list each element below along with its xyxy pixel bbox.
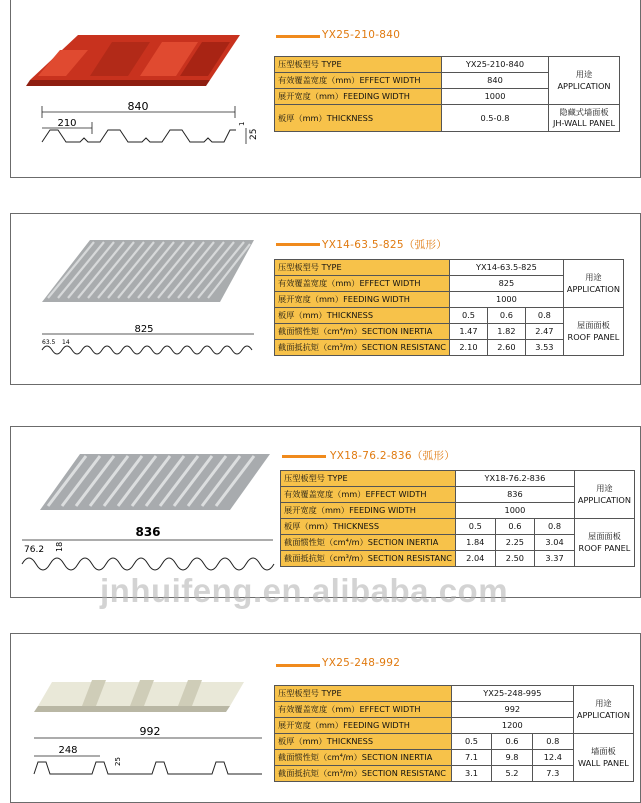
row-inertia-label: 截面惯性矩（cm⁴/m）SECTION INERTIA xyxy=(275,324,450,340)
inertia-value: 2.25 xyxy=(495,535,535,551)
usage-cell xyxy=(549,105,620,132)
panel-3-dim-height: 18 xyxy=(55,541,64,552)
watermark: jnhuifeng.en.alibaba.com xyxy=(100,572,509,609)
row-feed-value: 1000 xyxy=(442,89,549,105)
product-title-3: YX18-76.2-836（弧形） xyxy=(330,450,456,462)
application-cn: 用途 xyxy=(596,483,613,494)
panel-4-dim-height: 25 xyxy=(114,757,122,766)
resist-value: 2.60 xyxy=(487,340,525,356)
application-cn: 用途 xyxy=(575,69,593,80)
spec-table-2 xyxy=(274,259,624,356)
row-width-label: 有效覆盖宽度（mm）EFFECT WIDTH xyxy=(275,276,450,292)
usage-cn: 墙面板 xyxy=(591,746,616,757)
row-width-value: 836 xyxy=(455,487,574,503)
row-inertia-label: 截面惯性矩（cm⁴/m）SECTION INERTIA xyxy=(281,535,456,551)
panel-1-dim-pitch: 210 xyxy=(57,118,77,129)
row-type-value: YX18-76.2-836 xyxy=(455,471,574,487)
inertia-value: 12.4 xyxy=(532,750,573,766)
thick-value: 0.8 xyxy=(532,734,573,750)
row-type-label: 压型板型号 TYPE xyxy=(275,57,442,73)
row-feed-label: 展开宽度（mm）FEEDING WIDTH xyxy=(275,89,442,105)
application-cell xyxy=(573,686,633,734)
row-thick-label: 板厚（mm）THICKNESS xyxy=(275,734,452,750)
panel-4-profile xyxy=(34,762,262,774)
usage-cn: 隐藏式墙面板 xyxy=(559,106,609,117)
usage-cell xyxy=(573,734,633,782)
title-bar-3 xyxy=(282,455,326,458)
panel-2-dim-height: 14 xyxy=(62,339,70,346)
panel-4-drawing xyxy=(22,662,274,797)
panel-1-edge xyxy=(26,80,210,86)
product-title-2: YX14-63.5-825（弧形） xyxy=(322,239,448,251)
spec-table-3 xyxy=(280,470,635,567)
resist-value: 2.04 xyxy=(455,551,495,567)
thick-value: 0.8 xyxy=(535,519,575,535)
panel-1-dim-small: 1 xyxy=(238,121,246,126)
row-type-value: YX25-248-995 xyxy=(451,686,573,702)
panel-2-dim-pitch: 63.5 xyxy=(42,339,56,346)
thick-value: 0.8 xyxy=(525,308,563,324)
panel-1-profile xyxy=(42,130,236,142)
thick-value: 0.5 xyxy=(451,734,492,750)
inertia-value: 1.84 xyxy=(455,535,495,551)
inertia-value: 3.04 xyxy=(535,535,575,551)
application-en: APPLICATION xyxy=(557,80,611,91)
application-cell xyxy=(574,471,634,519)
usage-cell xyxy=(574,519,634,567)
product-title-1: YX25-210-840 xyxy=(322,29,401,41)
row-width-value: 825 xyxy=(449,276,563,292)
inertia-value: 9.8 xyxy=(492,750,533,766)
row-width-value: 840 xyxy=(442,73,549,89)
title-bar-4 xyxy=(276,664,320,667)
usage-en: JH-WALL PANEL xyxy=(552,118,616,128)
row-thick-label: 板厚（mm）THICKNESS xyxy=(281,519,456,535)
resist-value: 3.37 xyxy=(535,551,575,567)
usage-cn: 屋面面板 xyxy=(577,320,610,331)
resist-value: 7.3 xyxy=(532,766,573,782)
row-type-value: YX25-210-840 xyxy=(442,57,549,73)
usage-en: ROOF PANEL xyxy=(578,542,631,553)
row-feed-value: 1000 xyxy=(449,292,563,308)
row-feed-value: 1000 xyxy=(455,503,574,519)
panel-3-dim-total: 836 xyxy=(135,525,161,539)
panel-2-profile xyxy=(42,346,252,354)
panel-1-dim-total: 840 xyxy=(127,100,149,113)
spec-table-4 xyxy=(274,685,634,782)
application-en: APPLICATION xyxy=(576,709,630,720)
resist-value: 2.50 xyxy=(495,551,535,567)
resist-value: 3.53 xyxy=(525,340,563,356)
panel-1-drawing xyxy=(20,20,265,170)
row-resist-label: 截面抵抗矩（cm³/m）SECTION RESISTANC xyxy=(281,551,456,567)
row-thick-value: 0.5-0.8 xyxy=(442,105,549,132)
application-en: APPLICATION xyxy=(577,494,631,505)
row-feed-value: 1200 xyxy=(451,718,573,734)
spec-table-1 xyxy=(274,56,620,132)
usage-cn: 屋面面板 xyxy=(588,531,621,542)
application-cn: 用途 xyxy=(595,698,612,709)
row-feed-label: 展开宽度（mm）FEEDING WIDTH xyxy=(281,503,456,519)
panel-3-drawing xyxy=(18,448,280,583)
title-bar-2 xyxy=(276,243,320,246)
inertia-value: 7.1 xyxy=(451,750,492,766)
usage-en: WALL PANEL xyxy=(578,757,629,768)
panel-4-dim-pitch: 248 xyxy=(58,745,78,756)
product-title-4: YX25-248-992 xyxy=(322,657,401,669)
application-en: APPLICATION xyxy=(566,283,620,294)
application-cn: 用途 xyxy=(585,272,602,283)
row-resist-label: 截面抵抗矩（cm³/m）SECTION RESISTANC xyxy=(275,766,452,782)
resist-value: 3.1 xyxy=(451,766,492,782)
resist-value: 5.2 xyxy=(492,766,533,782)
application-cell xyxy=(563,260,623,308)
panel-2-dim-total: 825 xyxy=(134,324,154,335)
row-type-label: 压型板型号 TYPE xyxy=(275,686,452,702)
panel-3-profile xyxy=(22,558,274,570)
thick-value: 0.5 xyxy=(455,519,495,535)
row-type-label: 压型板型号 TYPE xyxy=(281,471,456,487)
thick-value: 0.6 xyxy=(495,519,535,535)
panel-2-drawing xyxy=(22,232,267,362)
usage-cell xyxy=(563,308,623,356)
row-feed-label: 展开宽度（mm）FEEDING WIDTH xyxy=(275,718,452,734)
panel-1-dim-height: 25 xyxy=(249,128,259,140)
usage-en: ROOF PANEL xyxy=(567,331,620,342)
row-width-label: 有效覆盖宽度（mm）EFFECT WIDTH xyxy=(275,702,452,718)
inertia-value: 1.82 xyxy=(487,324,525,340)
panel-4-edge xyxy=(34,706,230,712)
row-width-value: 992 xyxy=(451,702,573,718)
thick-value: 0.5 xyxy=(449,308,487,324)
row-type-label: 压型板型号 TYPE xyxy=(275,260,450,276)
thick-value: 0.6 xyxy=(492,734,533,750)
inertia-value: 2.47 xyxy=(525,324,563,340)
resist-value: 2.10 xyxy=(449,340,487,356)
row-type-value: YX14-63.5-825 xyxy=(449,260,563,276)
panel-4-dim-total: 992 xyxy=(139,725,161,738)
row-inertia-label: 截面惯性矩（cm⁴/m）SECTION INERTIA xyxy=(275,750,452,766)
row-resist-label: 截面抵抗矩（cm³/m）SECTION RESISTANC xyxy=(275,340,450,356)
row-feed-label: 展开宽度（mm）FEEDING WIDTH xyxy=(275,292,450,308)
thick-value: 0.6 xyxy=(487,308,525,324)
panel-3-dim-pitch: 76.2 xyxy=(24,545,45,555)
application-cell xyxy=(549,57,620,105)
row-thick-label: 板厚（mm）THICKNESS xyxy=(275,105,442,132)
row-thick-label: 板厚（mm）THICKNESS xyxy=(275,308,450,324)
title-bar-1 xyxy=(276,35,320,38)
row-width-label: 有效覆盖宽度（mm）EFFECT WIDTH xyxy=(275,73,442,89)
inertia-value: 1.47 xyxy=(449,324,487,340)
row-width-label: 有效覆盖宽度（mm）EFFECT WIDTH xyxy=(281,487,456,503)
